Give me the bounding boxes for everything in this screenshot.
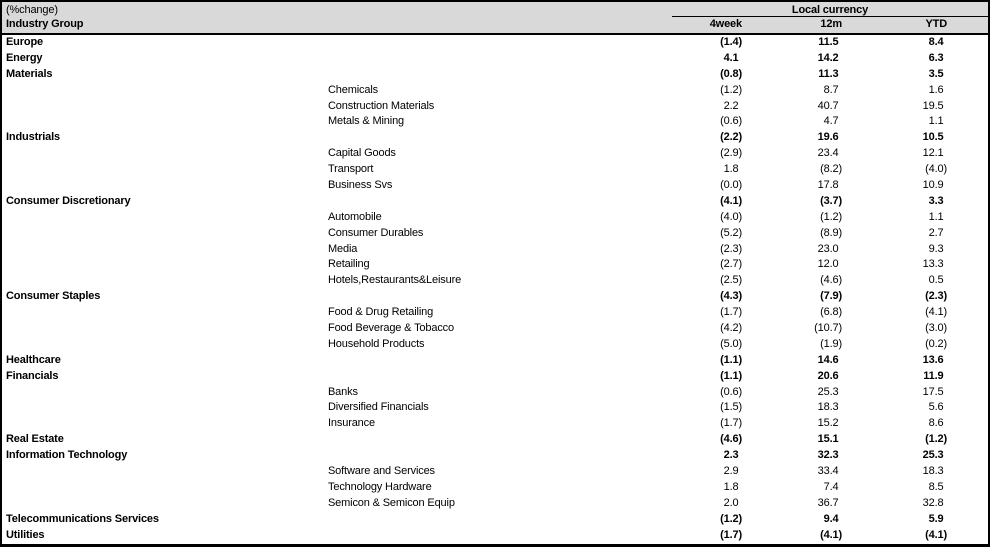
cell-value: (4.6) [820,274,842,287]
row-label: Software and Services [328,465,435,478]
cell-12m [742,369,842,385]
cell-value: 10.9 [922,179,944,192]
cell-value: 2.7 [928,226,944,239]
cell-4week [672,194,742,210]
row-spacer [947,83,988,99]
cell-12m [742,210,842,226]
cell-value: (1.2) [720,512,742,525]
cell-value: 1.1 [928,115,944,128]
row-spacer [947,210,988,226]
cell-ytd [842,130,947,146]
row-label: Chemicals [328,83,378,96]
cell-ytd [842,416,947,432]
row-spacer [947,67,988,83]
table-row [2,321,988,337]
cell-value: (1.1) [720,353,742,366]
cell-4week [672,146,742,162]
cell-12m [742,194,842,210]
cell-ytd [842,162,947,178]
cell-value: 12.0 [817,258,839,271]
row-label: Retailing [328,258,370,271]
table-row [2,194,988,210]
cell-ytd [842,257,947,273]
cell-value: 33.4 [817,465,839,478]
row-label: Information Technology [6,449,128,462]
table-row [2,385,988,401]
cell-value: 0.5 [928,274,944,287]
cell-value: 18.3 [817,401,839,414]
cell-4week [672,83,742,99]
cell-12m [742,162,842,178]
cell-ytd [842,289,947,305]
table-row [2,400,988,416]
cell-ytd [842,178,947,194]
cell-value: (4.1) [820,528,842,541]
cell-4week [672,337,742,353]
cell-ytd [842,448,947,464]
row-label: Industrials [6,131,60,144]
cell-ytd [842,305,947,321]
cell-ytd [842,273,947,289]
table-row [2,257,988,273]
cell-value: 8.4 [928,36,944,48]
row-label: Technology Hardware [328,480,432,493]
cell-4week [672,432,742,448]
row-label: Energy [6,51,43,64]
row-spacer [947,99,988,115]
cell-value: 13.6 [922,353,944,366]
row-spacer [947,480,988,496]
cell-value: 13.3 [922,258,944,271]
cell-4week [672,528,742,544]
cell-value: 17.5 [922,385,944,398]
cell-4week [672,512,742,528]
cell-4week [672,416,742,432]
cell-12m [742,480,842,496]
row-label: Banks [328,385,358,398]
cell-value: 3.5 [928,67,944,80]
cell-value: 1.6 [928,83,944,96]
cell-4week [672,464,742,480]
cell-4week [672,353,742,369]
table-row [2,305,988,321]
row-label: Automobile [328,210,382,223]
cell-ytd [842,99,947,115]
cell-4week [672,226,742,242]
row-label: Consumer Staples [6,290,101,303]
row-spacer [947,369,988,385]
cell-value: 11.3 [818,67,839,80]
row-spacer [947,321,988,337]
cell-4week [672,305,742,321]
row-label: Utilities [6,528,45,541]
cell-value: 3.3 [928,194,944,207]
table-row [2,337,988,353]
cell-12m [742,83,842,99]
cell-4week [672,35,742,51]
cell-value: (2.2) [720,131,742,144]
row-label: Food Beverage & Tobacco [328,322,454,335]
row-spacer [947,51,988,67]
cell-12m [742,321,842,337]
cell-4week [672,178,742,194]
cell-value: 1.8 [723,480,739,493]
cell-value: (3.0) [925,322,947,335]
cell-4week [672,51,742,67]
cell-value: 20.6 [817,369,839,382]
row-label: Healthcare [6,353,61,366]
cell-value: (0.2) [925,337,947,350]
cell-ytd [842,226,947,242]
cell-value: 17.8 [817,179,839,192]
cell-12m [742,273,842,289]
cell-value: 8.7 [823,83,839,96]
cell-4week [672,210,742,226]
cell-value: (1.2) [820,210,842,223]
cell-value: (10.7) [814,322,842,335]
cell-12m [742,51,842,67]
cell-12m [742,289,842,305]
cell-4week [672,289,742,305]
table-row [2,512,988,528]
row-spacer [947,146,988,162]
cell-ytd [842,242,947,258]
cell-12m [742,99,842,115]
cell-value: 25.3 [922,449,944,462]
table-row [2,67,988,83]
table-row [2,496,988,512]
cell-value: (2.9) [720,147,742,160]
cell-value: (0.6) [720,385,742,398]
cell-ytd [842,353,947,369]
cell-value: (5.2) [720,226,742,239]
cell-4week [672,273,742,289]
column-header-12m: 12m [820,18,842,30]
row-label: Semicon & Semicon Equip [328,496,455,509]
cell-12m [742,178,842,194]
cell-4week [672,242,742,258]
cell-value: 11.5 [818,36,839,48]
cell-4week [672,257,742,273]
row-label: Europe [6,36,43,48]
cell-value: 2.9 [723,465,739,478]
cell-12m [742,432,842,448]
cell-value: 8.6 [928,417,944,430]
cell-12m [742,496,842,512]
cell-value: (4.0) [720,210,742,223]
table-row [2,353,988,369]
table-row [2,35,988,51]
table-row [2,432,988,448]
cell-value: 15.1 [817,433,839,446]
table-row [2,369,988,385]
cell-12m [742,114,842,130]
cell-value: (7.9) [820,290,842,303]
cell-value: 9.3 [928,242,944,255]
cell-value: 23.0 [817,242,839,255]
row-spacer [947,512,988,528]
cell-4week [672,130,742,146]
row-spacer [947,257,988,273]
cell-value: (1.1) [720,369,742,382]
cell-12m [742,35,842,51]
cell-value: (1.7) [720,528,742,541]
cell-4week [672,448,742,464]
cell-value: (1.5) [720,401,742,414]
cell-value: 14.6 [817,353,839,366]
cell-12m [742,130,842,146]
cell-value: 36.7 [817,496,839,509]
cell-value: (0.6) [720,115,742,128]
row-spacer [947,130,988,146]
cell-value: 25.3 [817,385,839,398]
cell-value: (4.3) [720,290,742,303]
cell-value: (0.0) [720,179,742,192]
cell-value: 4.1 [723,51,739,64]
cell-value: (5.0) [720,337,742,350]
cell-value: 12.1 [922,147,944,160]
cell-ytd [842,146,947,162]
cell-value: 15.2 [817,417,839,430]
row-spacer [947,448,988,464]
cell-value: (6.8) [820,306,842,319]
cell-4week [672,67,742,83]
cell-value: 14.2 [817,51,839,64]
cell-value: 2.2 [723,99,739,112]
row-label: Hotels,Restaurants&Leisure [328,274,462,287]
cell-value: (4.6) [720,433,742,446]
cell-value: 11.9 [923,369,944,382]
cell-value: 6.3 [928,51,944,64]
row-label: Construction Materials [328,99,435,112]
row-spacer [947,178,988,194]
table-row [2,448,988,464]
column-header-4week: 4week [709,18,742,30]
cell-ytd [842,114,947,130]
row-label: Telecommunications Services [6,512,159,525]
cell-4week [672,496,742,512]
cell-value: 32.3 [817,449,839,462]
row-spacer [947,289,988,305]
column-header-ytd: YTD [925,18,947,30]
header-spacer [947,17,988,33]
row-label: Diversified Financials [328,401,429,414]
cell-12m [742,226,842,242]
table-row [2,210,988,226]
cell-value: 7.4 [823,480,839,493]
cell-value: (4.2) [720,322,742,335]
cell-value: (3.7) [820,194,842,207]
cell-12m [742,337,842,353]
cell-value: (1.7) [720,417,742,430]
cell-ytd [842,432,947,448]
industry-group-header: Industry Group [6,18,84,30]
row-label: Business Svs [328,179,393,192]
row-spacer [947,305,988,321]
cell-ytd [842,51,947,67]
cell-value: 10.5 [922,131,944,144]
cell-value: 2.0 [723,496,739,509]
header-row-currency [2,2,988,17]
table-row [2,416,988,432]
cell-ytd [842,400,947,416]
table-row [2,289,988,305]
cell-value: 8.5 [928,480,944,493]
cell-value: 5.6 [928,401,944,414]
cell-4week [672,99,742,115]
cell-value: (0.8) [720,67,742,80]
cell-value: (1.7) [720,306,742,319]
table-row [2,480,988,496]
row-spacer [947,400,988,416]
row-spacer [947,464,988,480]
row-spacer [947,385,988,401]
cell-4week [672,400,742,416]
cell-ytd [842,496,947,512]
cell-ytd [842,480,947,496]
row-spacer [947,528,988,544]
cell-value: 40.7 [817,99,839,112]
row-label: Real Estate [6,433,64,446]
row-spacer [947,432,988,448]
cell-value: (4.1) [925,528,947,541]
header-row-columns [2,17,988,35]
percent-change-label: (%change) [6,4,58,16]
cell-12m [742,448,842,464]
cell-value: (1.9) [820,337,842,350]
row-label: Household Products [328,337,425,350]
cell-value: 9.4 [823,512,839,525]
cell-ytd [842,528,947,544]
cell-value: 32.8 [922,496,944,509]
table-row [2,178,988,194]
table-row [2,528,988,544]
cell-value: (2.7) [720,258,742,271]
row-label: Media [328,242,358,255]
cell-4week [672,114,742,130]
table-row [2,146,988,162]
table-row [2,99,988,115]
cell-ytd [842,321,947,337]
cell-12m [742,385,842,401]
row-spacer [947,353,988,369]
table-row [2,273,988,289]
row-label: Consumer Durables [328,226,424,239]
table-row [2,51,988,67]
cell-value: 1.8 [723,163,739,176]
row-label: Financials [6,369,59,382]
row-label: Insurance [328,417,375,430]
cell-12m [742,400,842,416]
row-spacer [947,162,988,178]
cell-value: (4.0) [925,163,947,176]
cell-4week [672,162,742,178]
cell-12m [742,416,842,432]
cell-value: (1.2) [720,83,742,96]
cell-ytd [842,512,947,528]
table-row [2,464,988,480]
cell-ytd [842,385,947,401]
cell-ytd [842,369,947,385]
cell-4week [672,321,742,337]
cell-ytd [842,194,947,210]
row-spacer [947,35,988,51]
local-currency-header: Local currency [672,2,988,17]
cell-4week [672,385,742,401]
cell-value: (2.3) [720,242,742,255]
cell-value: 18.3 [922,465,944,478]
cell-ytd [842,464,947,480]
cell-value: (8.2) [820,163,842,176]
row-spacer [947,337,988,353]
cell-ytd [842,35,947,51]
cell-4week [672,369,742,385]
cell-value: (4.1) [720,194,742,207]
row-label: Capital Goods [328,147,396,160]
cell-ytd [842,210,947,226]
row-label: Food & Drug Retailing [328,306,434,319]
row-label: Metals & Mining [328,115,405,128]
cell-12m [742,464,842,480]
cell-12m [742,242,842,258]
cell-value: 19.5 [922,99,944,112]
cell-value: 2.3 [723,449,739,462]
cell-4week [672,480,742,496]
cell-ytd [842,337,947,353]
cell-12m [742,512,842,528]
cell-value: (2.5) [720,274,742,287]
row-spacer [947,273,988,289]
cell-value: (1.4) [720,36,742,48]
row-spacer [947,194,988,210]
table-row [2,242,988,258]
row-spacer [947,114,988,130]
table-body [2,35,988,544]
table-header [2,2,988,35]
table-row [2,114,988,130]
cell-value: 19.6 [817,131,839,144]
cell-value: 4.7 [823,115,839,128]
table-row [2,130,988,146]
row-label: Consumer Discretionary [6,194,131,207]
cell-12m [742,67,842,83]
cell-12m [742,528,842,544]
cell-value: 5.9 [928,512,944,525]
cell-12m [742,353,842,369]
cell-value: 23.4 [817,147,839,160]
row-spacer [947,226,988,242]
row-spacer [947,496,988,512]
cell-12m [742,257,842,273]
row-label: Transport [328,163,374,176]
cell-value: (1.2) [925,433,947,446]
table-row [2,83,988,99]
cell-value: 1.1 [928,210,944,223]
cell-12m [742,146,842,162]
row-spacer [947,416,988,432]
row-spacer [947,242,988,258]
cell-value: (2.3) [925,290,947,303]
cell-ytd [842,67,947,83]
cell-ytd [842,83,947,99]
table-row [2,226,988,242]
row-label: Materials [6,67,53,80]
cell-value: (8.9) [820,226,842,239]
table-row [2,162,988,178]
cell-12m [742,305,842,321]
cell-value: (4.1) [925,306,947,319]
